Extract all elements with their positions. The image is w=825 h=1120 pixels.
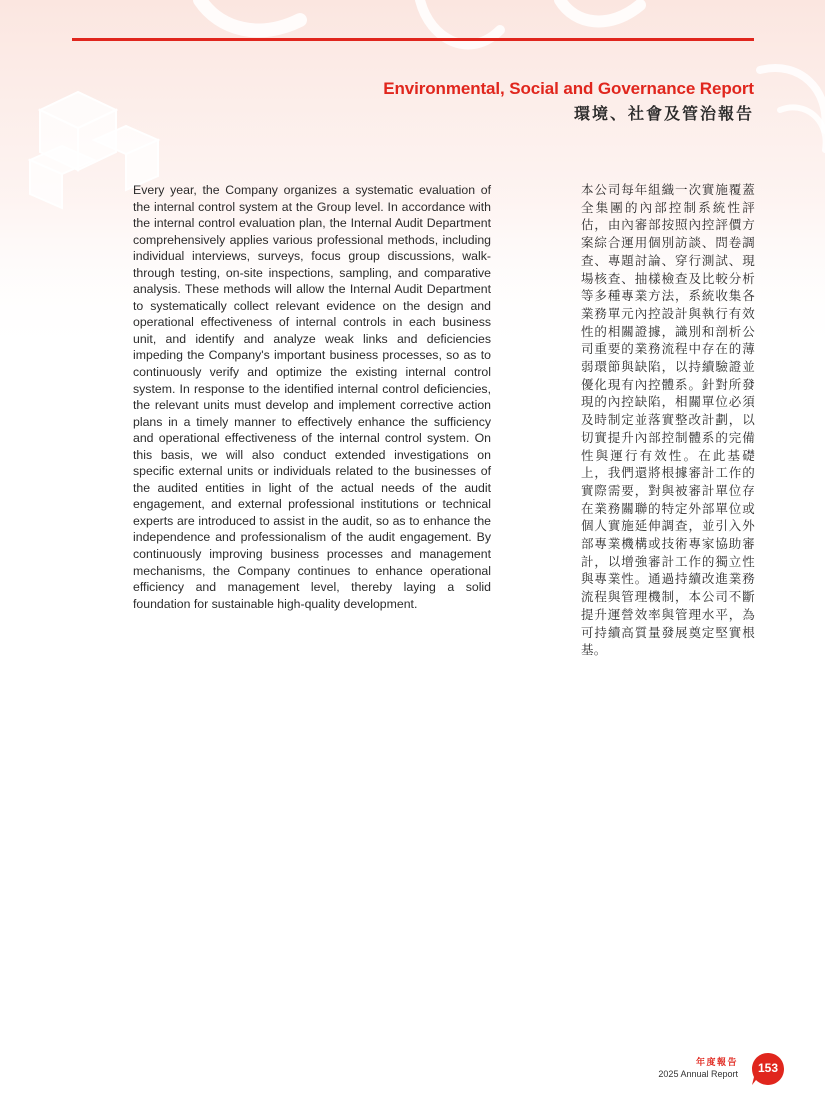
page-number: 153	[757, 1061, 779, 1075]
footer-label-zh: 年度報告	[695, 1057, 738, 1067]
report-header	[383, 79, 754, 125]
report-title-en: Environmental, Social and Governance Report	[383, 79, 754, 98]
report-title-zh: 環境、社會及管治報告	[573, 106, 754, 123]
body-text-en: Every year, the Company organizes a systematic evaluation of the internal control system at the Group level. In accordance with the internal control evaluation plan, the Internal Audit Department comprehensively applies various professional methods, including individual interviews, surveys, focus group discussions, walk-through testing, on-site inspections, sampling, and comparative analysis. These methods will allow the Internal Audit Department to systematically collect relevant evidence on the design and operational effectiveness of internal controls in each business unit, and identify and analyze weak links and deficiencies impeding the Company's important business processes, so as to continuously verify and optimize the existing internal control system. In response to the identified internal control deficiencies, the relevant units must develop and implement corrective action plans in a timely manner to effectively enhance the sufficiency and operational effectiveness of the internal control system. On this basis, we will also conduct extended investigations on specific external units or individuals related to the businesses of the audited entities in light of the actual needs of the audit engagement, and external professional institutions or technical experts are introduced to assist in the audit, so as to enhance the independence and professionalism of the audit engagement. By continuously improving business processes and management mechanisms, the Company continues to enhance operational efficiency and management level, thereby laying a solid foundation for sustainable high-quality development.	[133, 183, 491, 611]
page-number-badge	[751, 1052, 785, 1086]
top-rule	[72, 38, 754, 41]
footer-label-en: 2025 Annual Report	[658, 1069, 738, 1079]
footer-label	[658, 1057, 738, 1080]
body-text-zh: 本公司每年組織一次實施覆蓋全集團的內部控制系統性評估，由內審部按照內控評價方案綜合運用個別訪談、問卷調查、專題討論、穿行測試、現場核查、抽樣檢查及比較分析等多種專業方法，系統收集各業務單元內控設計與執行有效性的相關證據，識別和剖析公司重要的業務流程中存在的薄弱環節與缺陷，以持續驗證並優化現有內控體系。針對所發現的內控缺陷，相關單位必須及時制定並落實整改計劃，以切實提升內部控制體系的完備性與運行有效性。在此基礎上，我們還將根據審計工作的實際需要，對與被審計單位存在業務關聯的特定外部單位或個人實施延伸調查，並引入外部專業機構或技術專家協助審計，以增強審計工作的獨立性與專業性。通過持續改進業務流程與管理機制，本公司不斷提升運營效率與管理水平，為可持續高質量發展奠定堅實根基。	[581, 183, 755, 658]
